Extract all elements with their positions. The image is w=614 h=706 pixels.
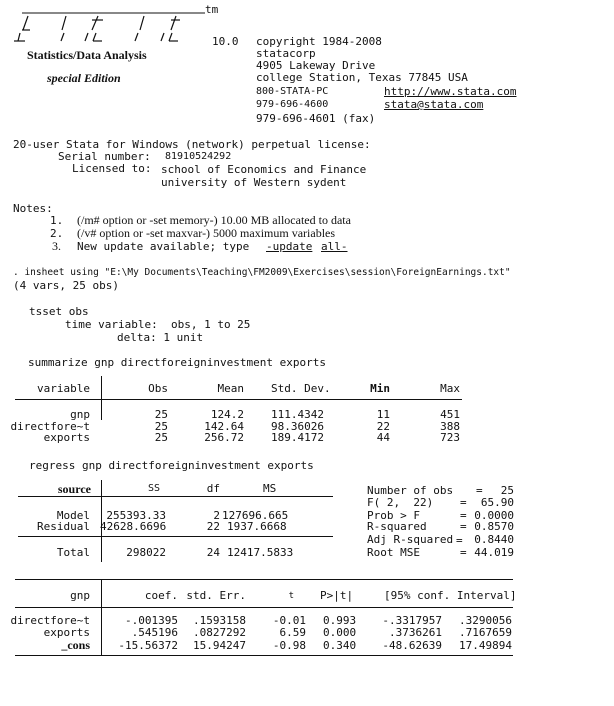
coef-row-p: 0.340 [323,639,357,652]
sum-row-var: exports [43,431,90,444]
regress-command: regress gnp directforeigninvestment exports [29,459,314,472]
notes-title: Notes: [13,202,53,215]
coef-row-var: directfore~t [10,614,90,627]
sum-row-mean: 124.2 [210,408,244,421]
coef-row-lower: -.3317957 [382,614,442,627]
sum-row-var: gnp [70,408,90,421]
stat-label: R-squared [367,520,427,533]
sum-header-obs: Obs [148,382,168,395]
anova-total-label: Total [56,546,90,559]
sum-row-obs: 25 [154,408,168,421]
sum-row-mean: 256.72 [204,431,244,444]
stat-equals: = [460,546,467,559]
email-link[interactable]: stata@stata.com [384,98,484,111]
version-number: 10.0 [212,35,239,48]
note-1-text: (/m# option or -set memory-) 10.00 MB allocated to data [77,213,351,227]
coef-row-t: 6.59 [279,626,306,639]
stat-equals: = [460,509,467,522]
anova-model-ss: 255393.33 [106,509,166,522]
sum-row-max: 451 [440,408,460,421]
fax-number: 979-696-4601 (fax) [256,112,376,125]
coef-divider-bottom [15,655,513,656]
sum-row-sd: 98.36026 [271,420,324,433]
coef-row-stderr: .0827292 [193,626,246,639]
coef-header-confint: [95% conf. Interval] [384,589,517,602]
coef-divider-header [15,607,513,608]
sum-row-max: 388 [440,420,460,433]
licensed-to-label: Licensed to: [72,162,152,175]
stat-label: Prob > F [367,509,420,522]
coef-header-stderr: std. Err. [186,589,246,602]
stat-label: Root MSE [367,546,420,559]
product-name: Statistics/Data Analysis [27,48,147,62]
coef-row-t: -0.98 [272,639,306,652]
sum-row-var: directfore~t [10,420,90,433]
sum-row-sd: 189.4172 [271,431,324,444]
license-line: 20-user Stata for Windows (network) perpetual license: [13,138,371,151]
phone-main: 979-696-4600 [256,99,329,110]
anova-residual-label: Residual [37,520,90,533]
stat-value: 0.8570 [474,520,514,533]
coef-row-p: 0.000 [323,626,357,639]
coef-row-p: 0.993 [323,614,357,627]
coef-row-var: _cons [61,638,90,652]
anova-total-ss: 298022 [126,546,166,559]
company-name: statacorp [256,47,316,60]
stat-equals: = [476,484,483,497]
anova-model-df: 2 [213,509,220,522]
street-address: 4905 Lakeway Drive [256,59,376,72]
anova-header-ms: MS [263,482,277,495]
serial-number: 81910524292 [165,151,232,162]
note-1-number: 1. [50,214,64,227]
anova-residual-ms: 1937.6668 [227,520,287,533]
stat-value: 0.0000 [474,509,514,522]
coef-row-stderr: .1593158 [193,614,246,627]
serial-label: Serial number: [58,150,151,163]
sum-divider-vertical [101,376,102,420]
anova-residual-df: 22 [206,520,220,533]
anova-model-label: Model [56,509,90,522]
note-2-number: 2. [50,227,64,240]
coef-divider-top [15,579,513,580]
coef-header-pvalue: P>|t| [320,589,354,602]
licensee-line-1: school of Economics and Finance [161,163,367,176]
sum-row-min: 11 [376,408,390,421]
sum-row-sd: 111.4342 [271,408,324,421]
tsset-command: tsset obs [29,305,89,318]
coef-row-lower: .3736261 [389,626,442,639]
coef-row-upper: .7167659 [459,626,512,639]
update-command-link[interactable]: -update [266,240,313,253]
anova-header-source: source [57,482,91,496]
anova-total-ms: 12417.5833 [227,546,294,559]
anova-header-df: df [206,482,220,495]
sum-row-obs: 25 [154,431,168,444]
sum-row-obs: 25 [154,420,168,433]
stat-label: Adj R-squared [367,533,454,546]
sum-row-max: 723 [440,431,460,444]
coef-row-var: exports [43,626,90,639]
coef-row-lower: -48.62639 [382,639,442,652]
coef-row-stderr: 15.94247 [193,639,246,652]
stat-equals: = [460,520,467,533]
tsset-time-variable: time variable: obs, 1 to 25 [65,318,251,331]
coef-header-depvar: gnp [70,589,90,602]
coef-row-upper: 17.49894 [459,639,512,652]
coef-header-coef: coef. [144,589,178,602]
sum-row-mean: 142.64 [204,420,244,433]
insheet-command: . insheet using "E:\My Documents\Teaching\FM2009\Exercises\session\ForeignEarnings.txt" [13,267,511,278]
coef-row-coef: -.001395 [125,614,178,627]
coef-header-t: t [288,591,294,601]
sum-header-variable: variable [37,382,90,395]
anova-divider-total [18,536,333,537]
anova-total-df: 24 [206,546,220,559]
stat-value: 65.90 [480,496,514,509]
sum-divider-horizontal [15,399,462,400]
stat-equals: = [460,496,467,509]
update-all-link[interactable]: all- [321,240,348,253]
insheet-result: (4 vars, 25 obs) [13,279,119,292]
coef-row-t: -0.01 [272,614,306,627]
anova-divider-top [18,496,333,497]
sum-header-min: Min [370,382,390,395]
phone-tollfree: 800-STATA-PC [256,86,329,97]
stat-value: 25 [500,484,514,497]
anova-model-ms: 127696.665 [222,509,289,522]
sum-header-mean: Mean [217,382,244,395]
licensee-line-2: university of Western sydent [161,176,347,189]
coef-row-coef: .545196 [131,626,178,639]
note-3-text: New update available; type [77,240,250,253]
stat-value: 0.8440 [474,533,514,546]
stat-equals: = [456,534,463,547]
website-link[interactable]: http://www.stata.com [384,85,517,98]
summarize-command: summarize gnp directforeigninvestment exports [28,356,327,369]
sum-row-min: 22 [376,420,390,433]
stat-value: 44.019 [474,546,514,559]
sum-header-max: Max [440,382,460,395]
coef-row-upper: .3290056 [459,614,512,627]
copyright-line: copyright 1984-2008 [256,35,382,48]
sum-header-stddev: Std. Dev. [271,382,331,395]
edition-label: special Edition [47,71,121,85]
tsset-delta: delta: 1 unit [117,331,204,344]
sum-row-min: 44 [376,431,390,444]
trademark-mark: tm [205,3,219,16]
note-3-number: 3. [52,239,61,253]
note-2-text: (/v# option or -set maxvar-) 5000 maximum variables [77,226,336,240]
anova-residual-ss: 42628.6696 [100,520,167,533]
anova-header-ss: SS [147,483,160,494]
coef-row-coef: -15.56372 [118,639,178,652]
stat-label: F( 2, 22) [367,496,434,509]
stat-label: Number of obs [367,484,454,497]
city-address: college Station, Texas 77845 USA [256,71,468,84]
